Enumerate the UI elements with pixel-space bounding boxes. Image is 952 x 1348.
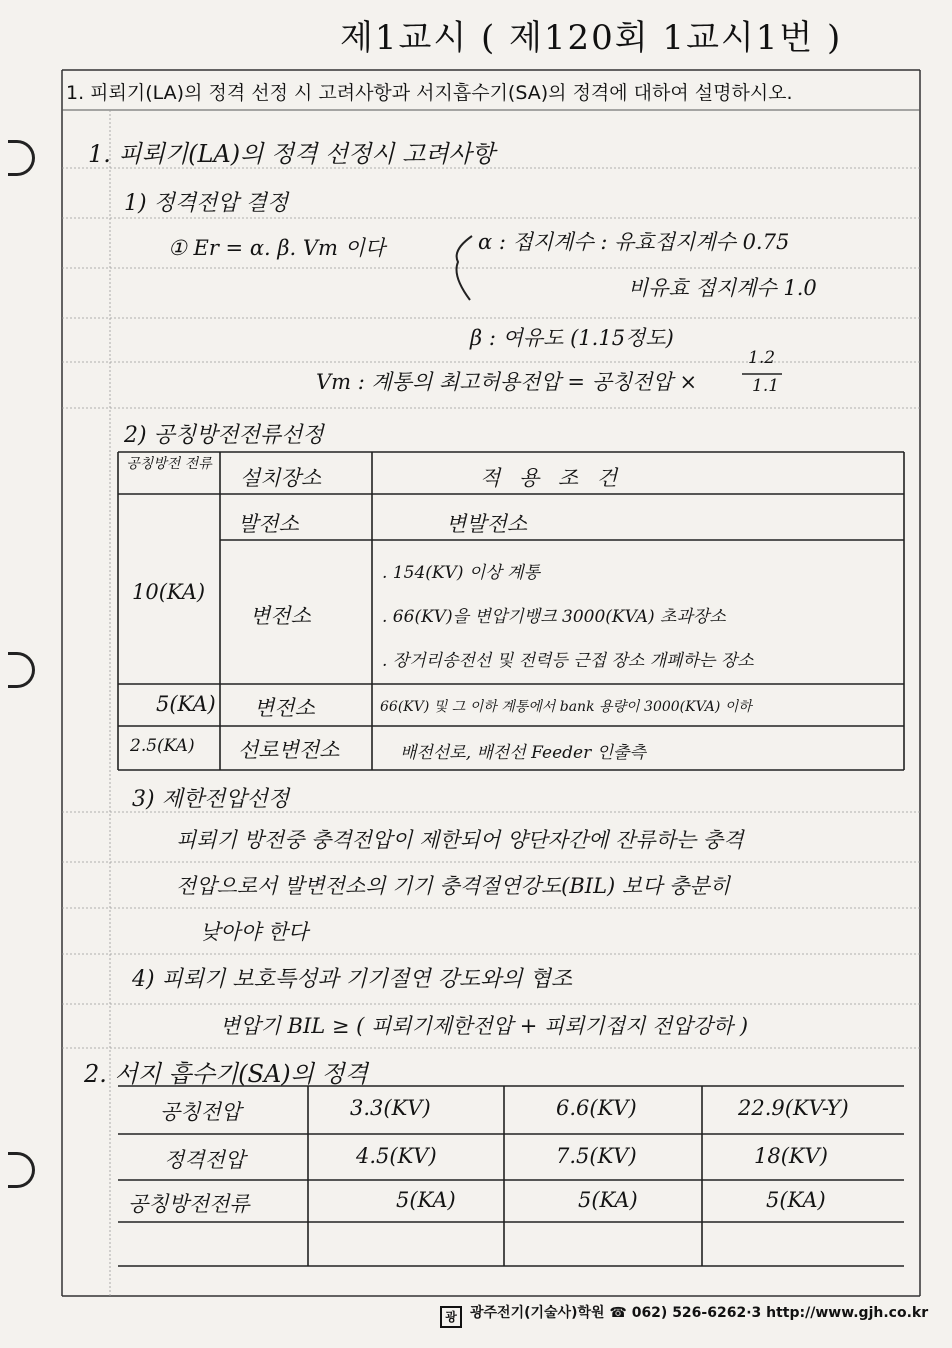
fraction-numerator: 1.2 <box>748 348 776 368</box>
item3-line-3: 낮아야 한다 <box>200 920 309 944</box>
item2-title: 2) 공칭방전전류선정 <box>124 423 324 448</box>
cond-substation-1: . 154(KV) 이상 계통 <box>382 563 540 583</box>
sa-row-rated-label: 정격전압 <box>164 1148 246 1172</box>
item4-bil-relation: 변압기 BIL ≥ ( 피뢰기제한전압 + 피뢰기접지 전압강하 ) <box>220 1014 749 1038</box>
item1-title: 1) 정격전압 결정 <box>124 191 289 216</box>
sa-current-3: 5(KA) <box>766 1188 826 1212</box>
sa-rated-7_5: 7.5(KV) <box>556 1144 637 1168</box>
sa-nominal-22_9: 22.9(KV-Y) <box>738 1096 849 1120</box>
section2-title: 2. 서지 흡수기(SA)의 정격 <box>84 1060 368 1088</box>
place-substation: 변전소 <box>250 604 311 628</box>
sa-row-current-label: 공칭방전전류 <box>128 1192 250 1216</box>
sa-current-2: 5(KA) <box>578 1188 638 1212</box>
place-line-substation: 선로변전소 <box>238 738 340 762</box>
cond-2_5ka: 배전선로, 배전선 Feeder 인출측 <box>400 743 646 763</box>
section1-title: 1. 피뢰기(LA)의 정격 선정시 고려사항 <box>88 140 495 168</box>
item3-line-2: 전압으로서 발변전소의 기기 충격절연강도(BIL) 보다 충분히 <box>176 874 731 898</box>
academy-logo-icon: 광 <box>440 1306 462 1328</box>
alpha-definition: α : 접지계수 : 유효접지계수 0.75 <box>478 230 790 254</box>
academy-footer <box>440 1302 928 1328</box>
item3-line-1: 피뢰기 방전중 충격전압이 제한되어 양단자간에 잔류하는 충격 <box>176 828 744 852</box>
vm-definition: Vm : 계통의 최고허용전압 = 공칭전압 × <box>316 370 698 394</box>
page-header: 제1교시 ( 제120회 1교시1번 ) <box>340 18 843 58</box>
table-header-condition: 적 용 조 건 <box>480 466 624 490</box>
cond-substation-3: . 장거리송전선 및 전력등 근접 장소 개폐하는 장소 <box>382 651 754 671</box>
item3-title: 3) 제한전압선정 <box>132 787 290 812</box>
sa-rated-18: 18(KV) <box>754 1144 828 1168</box>
alpha-definition-2: 비유효 접지계수 1.0 <box>628 276 817 300</box>
sa-row-nominal-label: 공칭전압 <box>160 1100 242 1124</box>
table-header-current: 공칭방전 전류 <box>126 456 212 472</box>
cond-5ka: 66(KV) 및 그 이하 계통에서 bank 용량이 3000(KVA) 이하 <box>380 699 752 715</box>
beta-definition: β : 여유도 (1.15정도) <box>470 326 674 350</box>
sa-current-1: 5(KA) <box>396 1188 456 1212</box>
item4-title: 4) 피뢰기 보호특성과 기기절연 강도와의 협조 <box>132 967 573 992</box>
sa-nominal-6_6: 6.6(KV) <box>556 1096 637 1120</box>
formula-er: ① Er = α. β. Vm 이다 <box>168 236 386 260</box>
cond-substation-2: . 66(KV)을 변압기뱅크 3000(KVA) 초과장소 <box>382 607 726 627</box>
place-substation-5ka: 변전소 <box>254 696 315 720</box>
cond-power-plant: 변발전소 <box>446 512 528 536</box>
place-power-plant: 발전소 <box>238 512 299 536</box>
current-5ka: 5(KA) <box>156 692 216 716</box>
fraction-denominator: 1.1 <box>752 376 780 396</box>
sa-nominal-3_3: 3.3(KV) <box>350 1096 431 1120</box>
footer-text: 광주전기(기술사)학원 ☎ 062) 526-6262·3 http://www.gjh.co.kr <box>470 1305 929 1321</box>
current-2_5ka: 2.5(KA) <box>130 736 195 756</box>
question-text: 1. 피뢰기(LA)의 정격 선정 시 고려사항과 서지흡수기(SA)의 정격에 대하여 설명하시오. <box>66 82 793 104</box>
table-header-place: 설치장소 <box>240 466 322 490</box>
current-10ka: 10(KA) <box>132 580 206 604</box>
sa-rated-4_5: 4.5(KV) <box>356 1144 437 1168</box>
